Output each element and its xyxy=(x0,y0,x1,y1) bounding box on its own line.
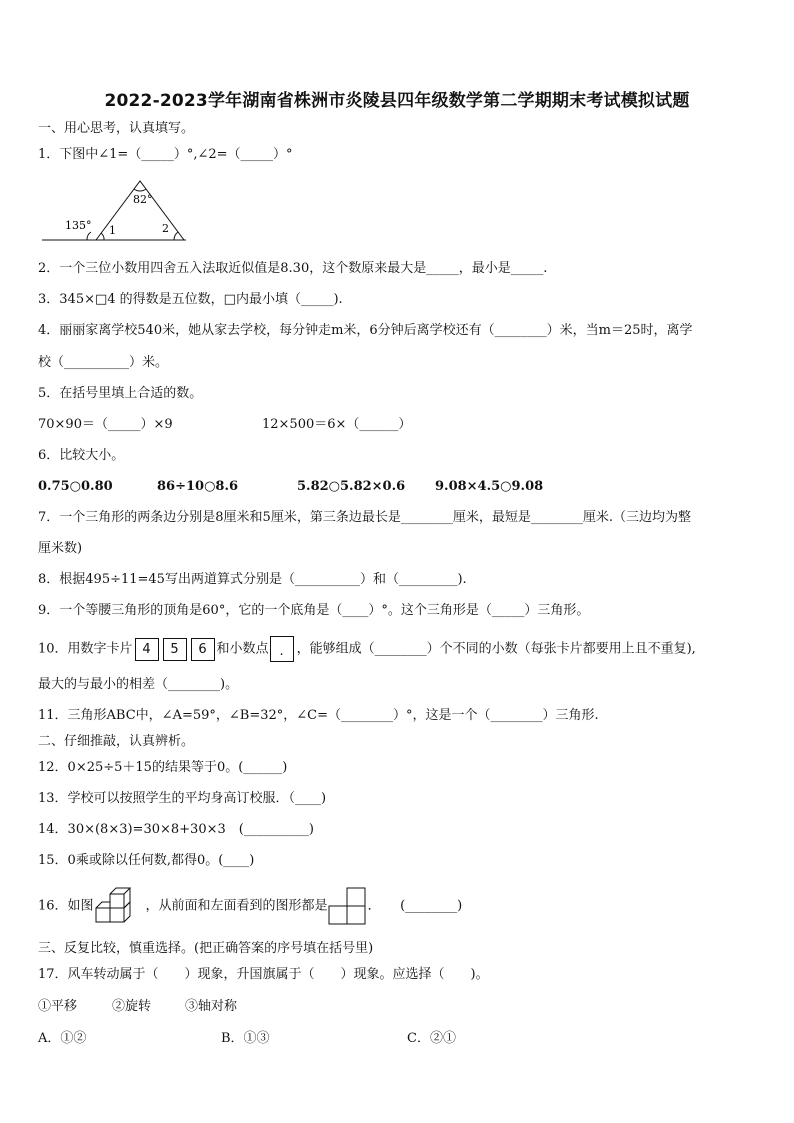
question-6: 6．比较大小。 xyxy=(38,448,125,463)
question-14: 14．30×(8×3)=30×8+30×3 (__________) xyxy=(38,822,314,837)
page-title: 2022-2023学年湖南省株洲市炎陵县四年级数学第二学期期末考试模拟试题 xyxy=(104,91,690,111)
question-17: 17．风车转动属于（ ）现象，升国旗属于（ ）现象。应选择（ )。 xyxy=(38,967,489,982)
question-10 xyxy=(38,636,696,663)
exterior-angle-label: 135° xyxy=(65,219,92,232)
question-15: 15．0乘或除以任何数,都得0。(____) xyxy=(38,853,255,868)
question-10-prefix: 10．用数字卡片 xyxy=(38,641,133,657)
question-9: 9．一个等腰三角形的顶角是60°，它的一个底角是（____）°。这个三角形是（_____）三角形。 xyxy=(38,603,590,618)
question-1: 1．下图中∠1=（_____）°,∠2=（_____）° xyxy=(38,147,293,162)
question-7-line-2: 厘米数) xyxy=(38,541,83,556)
front-left-view-icon xyxy=(328,886,368,926)
option-translation: ①平移 xyxy=(38,999,78,1014)
question-3: 3．345×□4 的得数是五位数，□内最小填（_____). xyxy=(38,292,343,307)
question-12: 12．0×25÷5＋15的结果等于0。(______) xyxy=(38,760,288,775)
choice-b: B．①③ xyxy=(221,1031,270,1046)
question-7-line-1: 7．一个三角形的两条边分别是8厘米和5厘米，第三条边最长是________厘米，最短是________厘米.（三边均为整 xyxy=(38,510,691,525)
question-10-line-2: 最大的与最小的相差（________)。 xyxy=(38,677,239,692)
question-5-b: 12×500＝6×（______） xyxy=(262,417,412,432)
triangle-figure xyxy=(38,172,238,244)
compare-item-3: 5.82○5.82×0.6 xyxy=(297,479,406,494)
section-1-heading: 一、用心思考，认真填写。 xyxy=(38,121,195,136)
question-2: 2．一个三位小数用四舍五入法取近似值是8.30，这个数原来最大是_____，最小是_____. xyxy=(38,261,548,276)
compare-item-1: 0.75○0.80 xyxy=(38,479,113,494)
section-3-heading: 三、反复比较，慎重选择。(把正确答案的序号填在括号里) xyxy=(38,941,374,956)
choice-a: A．①② xyxy=(38,1031,87,1046)
question-5-a: 70×90＝（_____）×9 xyxy=(38,417,173,432)
option-rotation: ②旋转 xyxy=(112,999,152,1014)
question-16 xyxy=(38,884,462,929)
question-16-prefix: 16．如图 xyxy=(38,898,94,914)
angle-1-label: 1 xyxy=(109,224,116,237)
digit-card-4: 4 xyxy=(135,638,159,661)
cube-stack-icon xyxy=(94,884,146,928)
section-2-heading: 二、仔细推敲，认真辨析。 xyxy=(38,734,195,749)
digit-card-6: 6 xyxy=(191,638,215,661)
question-11: 11．三角形ABC中，∠A=59°，∠B=32°，∠C=（________）°，这是一个（________）三角形. xyxy=(38,708,599,723)
compare-item-4: 9.08×4.5○9.08 xyxy=(435,479,544,494)
question-16-mid: ，从前面和左面看到的图形都是 xyxy=(145,898,328,914)
question-13: 13．学校可以按照学生的平均身高订校服．（____) xyxy=(38,791,327,806)
choice-c: C．②① xyxy=(407,1031,456,1046)
question-4-line-2: 校（__________）米。 xyxy=(38,355,169,370)
option-axial-symmetry: ③轴对称 xyxy=(185,999,238,1014)
question-8: 8．根据495÷11=45写出两道算式分别是（__________）和（_________). xyxy=(38,572,467,587)
compare-item-2: 86÷10○8.6 xyxy=(157,479,239,494)
question-10-mid: 和小数点 xyxy=(216,641,269,657)
digit-card-5: 5 xyxy=(163,638,187,661)
question-10-suffix: ，能够组成（________）个不同的小数（每张卡片都要用上且不重复), xyxy=(296,641,696,657)
question-4-line-1: 4．丽丽家离学校540米，她从家去学校，每分钟走m米，6分钟后离学校还有（________）米，当m＝25时，离学 xyxy=(38,323,693,338)
question-16-suffix: ． (________) xyxy=(367,898,463,914)
angle-2-label: 2 xyxy=(162,222,169,235)
top-angle-label: 82° xyxy=(133,193,153,206)
decimal-point-card: . xyxy=(270,636,294,662)
question-5: 5．在括号里填上合适的数。 xyxy=(38,386,203,401)
